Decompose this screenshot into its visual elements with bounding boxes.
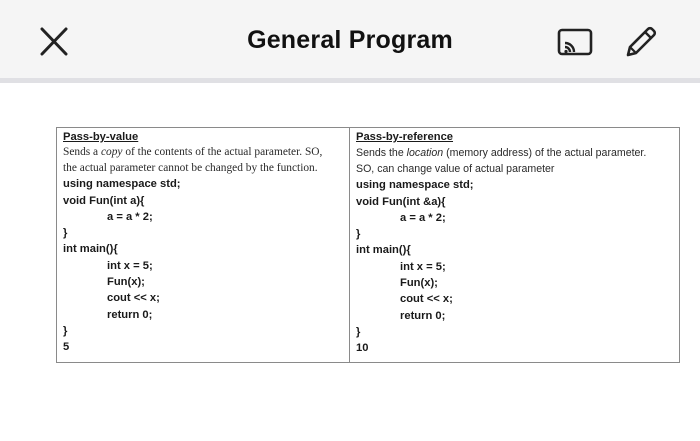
code-line: a = a * 2; (107, 210, 153, 223)
description-line: the actual parameter cannot be changed by the function. (63, 161, 318, 174)
pass-by-reference-column (350, 128, 679, 362)
header-divider (0, 78, 700, 83)
cast-button[interactable] (556, 27, 594, 57)
description-line: SO, can change value of actual parameter (356, 163, 555, 176)
code-line: Fun(x); (107, 276, 145, 289)
code-line: } (356, 228, 361, 241)
pencil-icon (620, 22, 660, 62)
description-text: of the contents of the actual parameter. SO, (122, 146, 323, 159)
output-value: 5 (63, 341, 70, 354)
top-bar (0, 0, 700, 78)
output-value: 10 (356, 342, 369, 355)
code-line: using namespace std; (63, 178, 181, 191)
code-line: void Fun(int a){ (63, 194, 145, 207)
description-text: (memory address) of the actual parameter. (443, 147, 647, 160)
code-line: int x = 5; (107, 259, 153, 272)
page-title: General Program (247, 26, 453, 54)
code-line: return 0; (400, 309, 446, 322)
code-line: a = a * 2; (400, 211, 446, 224)
edit-button[interactable] (620, 22, 660, 62)
comparison-table (56, 127, 680, 363)
code-line: int x = 5; (400, 260, 446, 273)
description-line (63, 145, 343, 161)
description-emphasis: copy (100, 146, 123, 159)
code-line: using namespace std; (356, 179, 474, 192)
code-line: Fun(x); (400, 277, 438, 290)
code-line: } (63, 227, 68, 240)
code-line: return 0; (107, 308, 153, 321)
code-line: cout << x; (107, 292, 160, 305)
code-line: int main(){ (63, 243, 118, 256)
cast-icon (556, 27, 594, 57)
column-heading: Pass-by-reference (356, 131, 454, 143)
description-emphasis: location (406, 147, 444, 160)
code-line: int main(){ (356, 244, 411, 257)
column-heading: Pass-by-value (63, 131, 139, 143)
code-line: } (63, 324, 68, 337)
pass-by-value-column (57, 128, 350, 362)
code-line: void Fun(int &a){ (356, 195, 446, 208)
description-text: Sends a (63, 146, 101, 159)
code-line: } (356, 325, 361, 338)
code-line: cout << x; (400, 293, 453, 306)
description-text: Sends the (356, 147, 407, 160)
description-line (356, 145, 673, 161)
